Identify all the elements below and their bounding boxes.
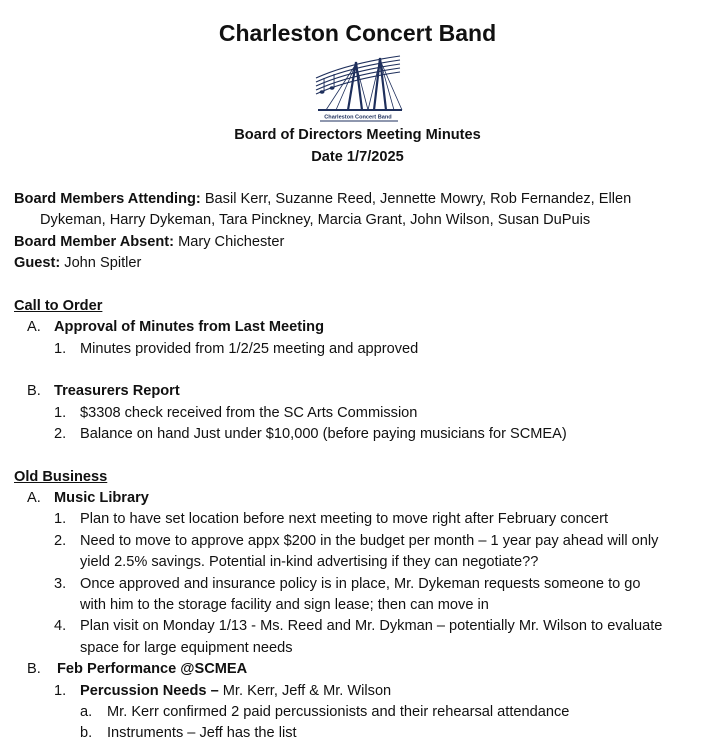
section-marker: B. bbox=[27, 661, 41, 677]
music-library-title: Music Library bbox=[54, 490, 149, 506]
percussion-needs-label: Percussion Needs – bbox=[80, 683, 219, 699]
old-business-heading: Old Business bbox=[14, 469, 108, 485]
logo-caption: Charleston Concert Band bbox=[324, 114, 392, 121]
list-marker: 1. bbox=[54, 341, 67, 357]
attending-line-2: Dykeman, Harry Dykeman, Tara Pinckney, Marcia Grant, John Wilson, Susan DuPuis bbox=[40, 212, 591, 228]
list-item-continuation: space for large equipment needs bbox=[80, 640, 293, 656]
list-item: Plan to have set location before next meeting to move right after February concert bbox=[80, 511, 609, 527]
list-marker: 4. bbox=[54, 618, 67, 634]
list-marker: 2. bbox=[54, 426, 67, 442]
list-marker: b. bbox=[80, 725, 93, 741]
treasurers-report-title: Treasurers Report bbox=[54, 383, 180, 399]
call-to-order-heading: Call to Order bbox=[14, 298, 103, 314]
absent-line: Board Member Absent: Mary Chichester bbox=[14, 234, 285, 250]
list-marker: 2. bbox=[54, 533, 67, 549]
list-item: Mr. Kerr confirmed 2 paid percussionists and their rehearsal attendance bbox=[107, 704, 570, 720]
list-item: Once approved and insurance policy is in place, Mr. Dykeman requests someone to go bbox=[80, 576, 641, 592]
meeting-date: Date 1/7/2025 bbox=[311, 149, 404, 165]
band-logo bbox=[312, 52, 404, 124]
list-marker: 1. bbox=[54, 511, 67, 527]
attending-line-1: Board Members Attending: Basil Kerr, Suzanne Reed, Jennette Mowry, Rob Fernandez, Ellen bbox=[14, 191, 632, 207]
list-marker: 3. bbox=[54, 576, 67, 592]
list-item: Instruments – Jeff has the list bbox=[107, 725, 297, 741]
percussion-needs-item: Percussion Needs – Mr. Kerr, Jeff & Mr. Wilson bbox=[80, 683, 392, 699]
guest-line: Guest: John Spitler bbox=[14, 255, 142, 271]
list-marker: a. bbox=[80, 704, 93, 720]
list-item: Balance on hand Just under $10,000 (before paying musicians for SCMEA) bbox=[80, 426, 567, 442]
approval-minutes-title: Approval of Minutes from Last Meeting bbox=[54, 319, 324, 335]
list-item: $3308 check received from the SC Arts Commission bbox=[80, 405, 418, 421]
list-marker: 1. bbox=[54, 683, 67, 699]
attending-label: Board Members Attending: bbox=[14, 191, 201, 207]
list-item: Minutes provided from 1/2/25 meeting and approved bbox=[80, 341, 419, 357]
list-marker: 1. bbox=[54, 405, 67, 421]
absent-label: Board Member Absent: bbox=[14, 234, 175, 250]
list-item-continuation: with him to the storage facility and sign lease; then can move in bbox=[80, 597, 489, 613]
feb-performance-title: Feb Performance @SCMEA bbox=[57, 661, 248, 677]
section-marker: A. bbox=[27, 319, 41, 335]
section-marker: B. bbox=[27, 383, 41, 399]
list-item: Plan visit on Monday 1/13 - Ms. Reed and Mr. Dykman – potentially Mr. Wilson to evaluate bbox=[80, 618, 663, 634]
document-title: Charleston Concert Band bbox=[218, 20, 497, 46]
section-marker: A. bbox=[27, 490, 41, 506]
guest-label: Guest: bbox=[14, 255, 61, 271]
meeting-subtitle: Board of Directors Meeting Minutes bbox=[234, 127, 481, 143]
list-item-continuation: yield 2.5% savings. Potential in-kind advertising if they can negotiate?? bbox=[80, 554, 539, 570]
list-item: Need to move to approve appx $200 in the budget per month – 1 year pay ahead will only bbox=[80, 533, 659, 549]
